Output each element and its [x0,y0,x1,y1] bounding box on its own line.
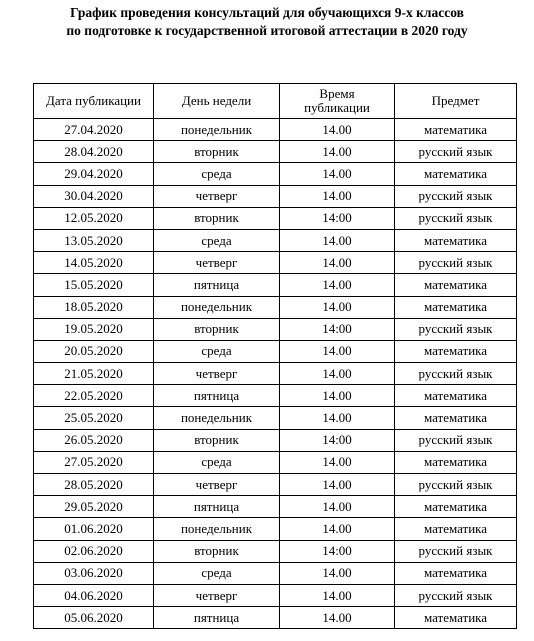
cell-subject: математика [395,385,517,407]
cell-weekday: вторник [154,429,280,451]
cell-weekday: четверг [154,363,280,385]
cell-time: 14.00 [280,451,395,473]
cell-weekday: среда [154,163,280,185]
table-row [34,518,517,540]
header-time-line-2: публикации [304,100,370,115]
table-row [34,363,517,385]
cell-time: 14.00 [280,474,395,496]
cell-date: 21.05.2020 [34,363,154,385]
cell-weekday: вторник [154,540,280,562]
cell-date: 27.04.2020 [34,119,154,141]
cell-subject: русский язык [395,318,517,340]
cell-date: 14.05.2020 [34,252,154,274]
document-title [0,4,534,40]
cell-time: 14:00 [280,429,395,451]
cell-time: 14.00 [280,518,395,540]
cell-date: 22.05.2020 [34,385,154,407]
cell-date: 29.04.2020 [34,163,154,185]
cell-subject: русский язык [395,141,517,163]
cell-weekday: четверг [154,584,280,606]
cell-subject: математика [395,407,517,429]
title-line-1: График проведения консультаций для обучающихся 9-х классов [70,5,464,20]
table-row [34,296,517,318]
cell-date: 28.05.2020 [34,474,154,496]
table-row [34,252,517,274]
cell-subject: математика [395,518,517,540]
table-row [34,407,517,429]
cell-weekday: понедельник [154,119,280,141]
cell-weekday: пятница [154,385,280,407]
cell-subject: математика [395,296,517,318]
cell-time: 14.00 [280,119,395,141]
header-time [280,84,395,119]
cell-subject: русский язык [395,474,517,496]
cell-date: 05.06.2020 [34,607,154,629]
cell-weekday: вторник [154,141,280,163]
cell-time: 14.00 [280,562,395,584]
cell-time: 14:00 [280,540,395,562]
cell-time: 14.00 [280,340,395,362]
cell-subject: математика [395,274,517,296]
cell-date: 13.05.2020 [34,229,154,251]
table-row [34,141,517,163]
header-weekday: День недели [154,84,280,119]
table-row [34,207,517,229]
cell-weekday: пятница [154,607,280,629]
cell-time: 14.00 [280,296,395,318]
cell-subject: математика [395,119,517,141]
cell-subject: русский язык [395,363,517,385]
cell-subject: математика [395,562,517,584]
cell-time: 14:00 [280,207,395,229]
table-row [34,584,517,606]
cell-date: 02.06.2020 [34,540,154,562]
cell-subject: русский язык [395,584,517,606]
cell-date: 18.05.2020 [34,296,154,318]
cell-subject: математика [395,229,517,251]
cell-time: 14.00 [280,163,395,185]
cell-weekday: среда [154,229,280,251]
cell-date: 12.05.2020 [34,207,154,229]
table-row [34,451,517,473]
cell-weekday: понедельник [154,296,280,318]
cell-time: 14.00 [280,252,395,274]
cell-time: 14:00 [280,318,395,340]
table-row [34,496,517,518]
table-row [34,540,517,562]
cell-subject: русский язык [395,540,517,562]
cell-weekday: четверг [154,185,280,207]
table-row [34,274,517,296]
cell-date: 28.04.2020 [34,141,154,163]
header-subject: Предмет [395,84,517,119]
consultation-schedule-table [33,83,517,629]
table-row [34,429,517,451]
cell-weekday: четверг [154,474,280,496]
title-line-2: по подготовке к государственной итоговой аттестации в 2020 году [66,23,468,38]
table-row [34,318,517,340]
cell-time: 14.00 [280,385,395,407]
cell-subject: математика [395,163,517,185]
cell-time: 14.00 [280,584,395,606]
cell-time: 14.00 [280,607,395,629]
header-date: Дата публикации [34,84,154,119]
table-row [34,385,517,407]
cell-weekday: понедельник [154,407,280,429]
table-row [34,562,517,584]
cell-weekday: среда [154,340,280,362]
cell-date: 01.06.2020 [34,518,154,540]
cell-weekday: понедельник [154,518,280,540]
cell-weekday: пятница [154,496,280,518]
cell-subject: математика [395,451,517,473]
cell-date: 03.06.2020 [34,562,154,584]
cell-weekday: пятница [154,274,280,296]
cell-time: 14.00 [280,229,395,251]
cell-subject: русский язык [395,429,517,451]
cell-date: 30.04.2020 [34,185,154,207]
cell-date: 20.05.2020 [34,340,154,362]
cell-subject: русский язык [395,207,517,229]
table-row [34,474,517,496]
table-row [34,119,517,141]
cell-date: 27.05.2020 [34,451,154,473]
cell-time: 14.00 [280,363,395,385]
table-row [34,185,517,207]
cell-time: 14.00 [280,496,395,518]
cell-subject: математика [395,340,517,362]
cell-subject: математика [395,496,517,518]
cell-time: 14.00 [280,141,395,163]
table-row [34,340,517,362]
cell-date: 04.06.2020 [34,584,154,606]
cell-date: 19.05.2020 [34,318,154,340]
cell-subject: русский язык [395,185,517,207]
header-time-line-1: Время [319,86,355,101]
cell-weekday: вторник [154,207,280,229]
cell-date: 25.05.2020 [34,407,154,429]
cell-weekday: среда [154,451,280,473]
table-header [34,84,517,119]
table-row [34,229,517,251]
cell-subject: математика [395,607,517,629]
cell-date: 26.05.2020 [34,429,154,451]
cell-weekday: среда [154,562,280,584]
header-row [34,84,517,119]
cell-weekday: четверг [154,252,280,274]
cell-time: 14.00 [280,185,395,207]
cell-weekday: вторник [154,318,280,340]
cell-time: 14.00 [280,407,395,429]
cell-date: 29.05.2020 [34,496,154,518]
table-body [34,119,517,629]
table-row [34,163,517,185]
table-row [34,607,517,629]
cell-time: 14.00 [280,274,395,296]
cell-date: 15.05.2020 [34,274,154,296]
cell-subject: русский язык [395,252,517,274]
